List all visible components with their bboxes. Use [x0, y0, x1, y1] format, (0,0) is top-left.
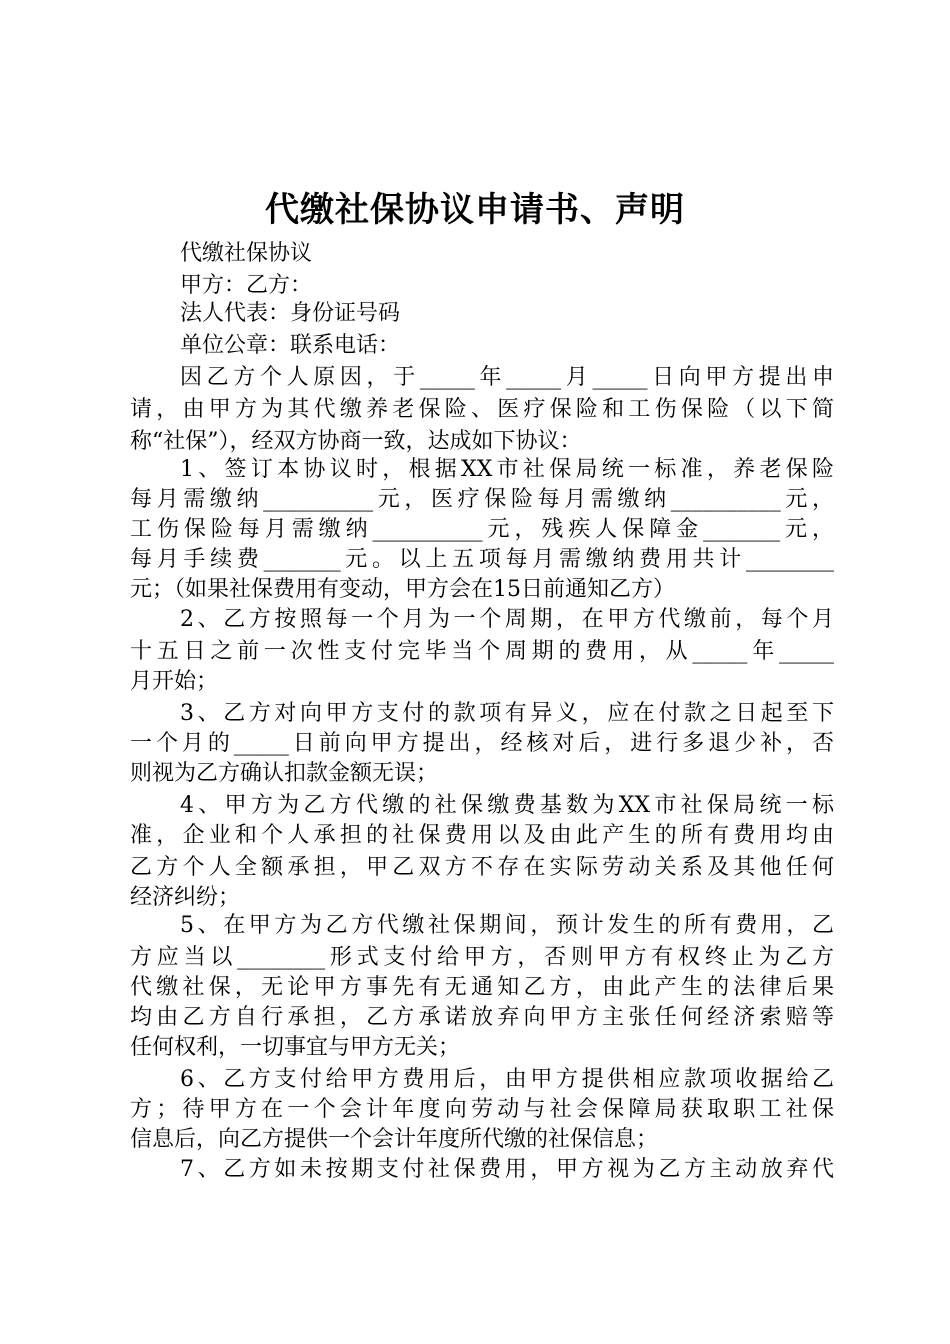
paragraph-line: 十五日之前一次性支付完毕当个周期的费用，从_____年_____ [130, 639, 834, 664]
paragraph-line: 一个月的_____日前向甲方提出，经核对后，进行多退少补，否 [130, 731, 834, 756]
document-title: 代缴社保协议申请书、声明 [265, 190, 685, 230]
line-legal-rep: 法人代表：身份证号码 [180, 301, 401, 326]
line-heading: 代缴社保协议 [180, 241, 313, 266]
paragraph-line: 3、乙方对向甲方支付的款项有异义，应在付款之日起至下 [180, 701, 834, 726]
paragraph-line: 称“社保”），经双方协商一致，达成如下协议： [130, 429, 582, 454]
paragraph-line: 任何权利，一切事宜与甲方无关； [130, 1035, 461, 1060]
paragraph-line: 每月需缴纳__________元，医疗保险每月需缴纳__________元， [130, 487, 834, 512]
paragraph-line: 经济纠纷； [130, 885, 241, 910]
paragraph-line: 则视为乙方确认扣款金额无误； [130, 761, 439, 786]
paragraph-line: 方；待甲方在一个会计年度向劳动与社会保障局获取职工社保 [130, 1097, 834, 1122]
paragraph-line: 2、乙方按照每一个月为一个周期，在甲方代缴前，每个月 [180, 607, 834, 632]
paragraph-line: 因乙方个人原因，于_____年_____月_____日向甲方提出申 [180, 365, 834, 390]
paragraph-line: 1、签订本协议时，根据XX市社保局统一标准，养老保险 [180, 457, 834, 482]
paragraph-line: 代缴社保，无论甲方事先有无通知乙方，由此产生的法律后果 [130, 975, 834, 1000]
paragraph-line: 请，由甲方为其代缴养老保险、医疗保险和工伤保险（以下简 [130, 397, 834, 422]
paragraph-line: 4、甲方为乙方代缴的社保缴费基数为XX市社保局统一标 [180, 793, 834, 818]
line-parties: 甲方：乙方： [180, 273, 313, 298]
paragraph-line: 工伤保险每月需缴纳__________元，残疾人保障金_______元， [130, 517, 834, 542]
paragraph-line: 5、在甲方为乙方代缴社保期间，预计发生的所有费用，乙 [180, 913, 834, 938]
paragraph-line: 每月手续费_______元。以上五项每月需缴纳费用共计________ [130, 547, 834, 572]
paragraph-line: 元；（如果社保费用有变动，甲方会在15日前通知乙方） [130, 577, 675, 602]
paragraph-line: 乙方个人全额承担，甲乙双方不存在实际劳动关系及其他任何 [130, 855, 834, 880]
paragraph-line: 方应当以________形式支付给甲方，否则甲方有权终止为乙方 [130, 945, 834, 970]
paragraph-line: 准，企业和个人承担的社保费用以及由此产生的所有费用均由 [130, 823, 834, 848]
paragraph-line: 7、乙方如未按期支付社保费用，甲方视为乙方主动放弃代 [180, 1157, 834, 1182]
line-seal-phone: 单位公章：联系电话： [180, 333, 401, 358]
paragraph-line: 月开始； [130, 669, 219, 694]
paragraph-line: 6、乙方支付给甲方费用后，由甲方提供相应款项收据给乙 [180, 1067, 834, 1092]
paragraph-line: 信息后，向乙方提供一个会计年度所代缴的社保信息； [130, 1127, 659, 1152]
paragraph-line: 均由乙方自行承担，乙方承诺放弃向甲方主张任何经济索赔等 [130, 1005, 834, 1030]
